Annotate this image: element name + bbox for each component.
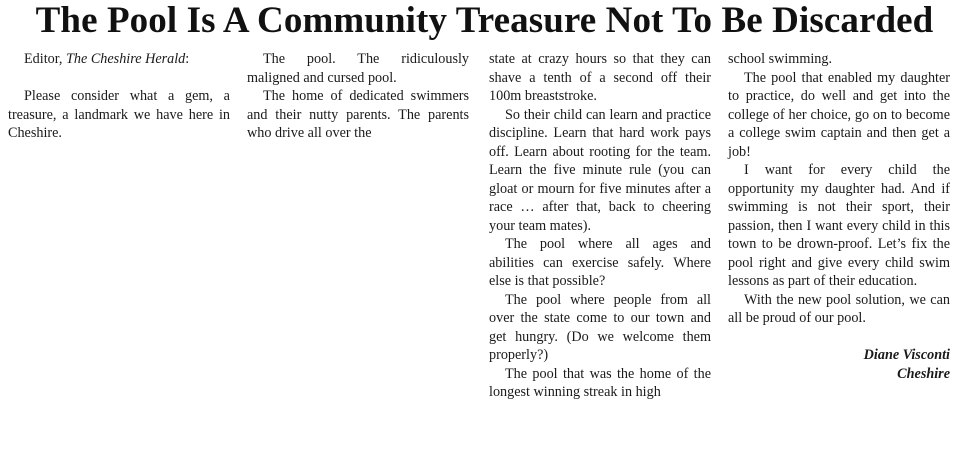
signature-town: Cheshire: [897, 365, 950, 382]
paragraph-1: Please consider what a gem, a treasure, a landmark we have here in Cheshire.: [8, 88, 230, 141]
paragraph-9: I want for every child the opportunity my daughter had. And if swimming is not their sport, their passion, then I want every child in this town to be drown-proof. Let’s fix the pool right and give every child swim lessons as part of their education.: [728, 162, 950, 289]
signature-name: Diane Visconti: [863, 347, 950, 363]
paragraph-4: So their child can learn and practice discipline. Learn that hard work pays off. Learn about rooting for the team. Learn the five minute rule (you can gloat or mourn for five minutes after a race … after that, back to cheering your team mates).: [489, 106, 711, 234]
paragraph-8: The pool that enabled my daughter to practice, do well and get into the college of her choice, go on to become a college swim captain and then get a job!: [728, 69, 950, 160]
newspaper-name: The Cheshire Herald: [66, 51, 186, 67]
paragraph-7-end: school swimming.: [728, 51, 833, 67]
paragraph-5: The pool where all ages and abilities can exercise safely. Where else is that possible?: [489, 236, 711, 289]
paragraph-10: With the new pool solution, we can all be proud of our pool.: [728, 291, 950, 326]
headline: The Pool Is A Community Treasure Not To Be Discarded: [35, 0, 934, 41]
salutation-suffix: :: [185, 51, 190, 67]
paragraph-3-end: state at crazy hours so that they can shave a tenth of a second off their 100m breaststroke.: [489, 51, 711, 104]
salutation-prefix: Editor,: [24, 51, 66, 67]
column-4: [728, 50, 950, 383]
paragraph-3-start: The home of dedicated swimmers and their nutty parents. The parents who drive all over the: [247, 88, 469, 141]
paragraph-7-start: The pool that was the home of the longest winning streak in high: [489, 365, 711, 400]
salutation: [8, 50, 230, 69]
paragraph-6: The pool where people from all over the state come to our town and get hungry. (Do we welcome them properly?): [489, 291, 711, 363]
column-2: [247, 50, 469, 143]
column-3: [489, 50, 711, 402]
paragraph-2: The pool. The ridiculously maligned and cursed pool.: [247, 51, 469, 86]
column-1: [8, 50, 230, 143]
